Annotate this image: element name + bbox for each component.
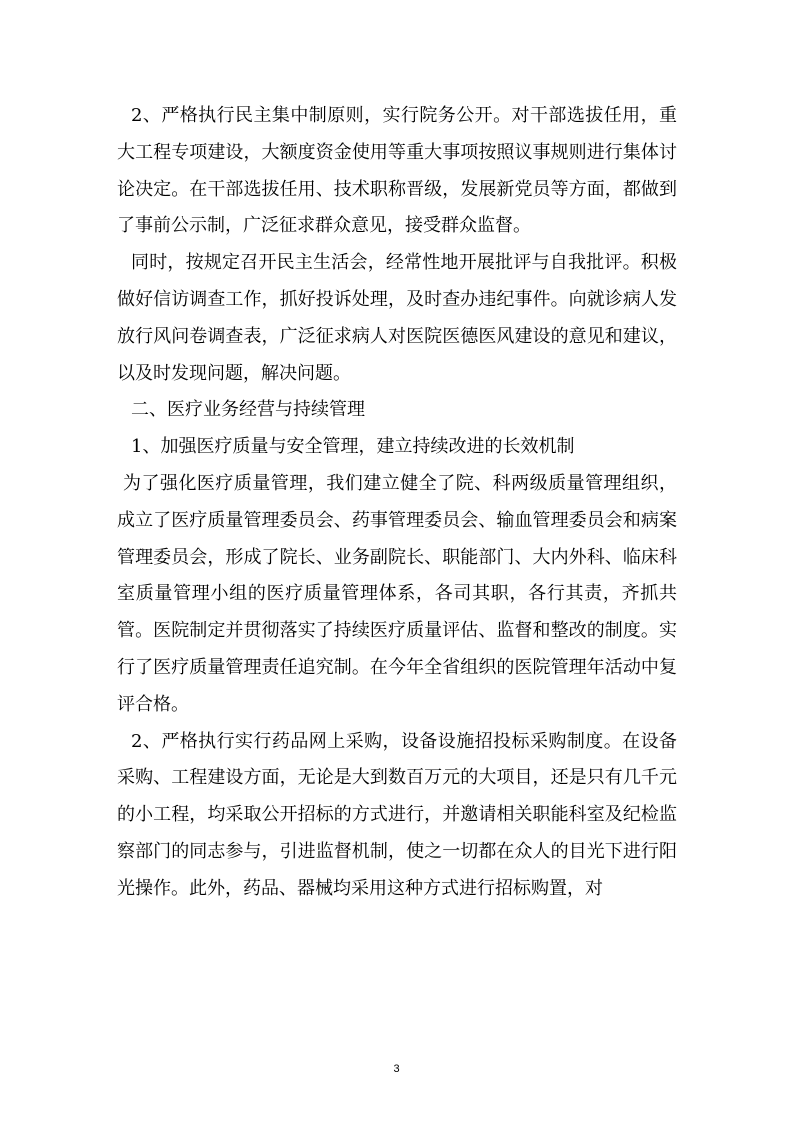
section-heading-medical-business: 二、医疗业务经营与持续管理 [131, 399, 365, 421]
subsection-heading-quality-safety: 1、加强医疗质量与安全管理，建立持续改进的长效机制 [131, 436, 575, 458]
paragraph-quality-management: 为了强化医疗质量管理，我们建立健全了院、科两级质量管理组织，成立了医疗质量管理委员会、药事管理委员会、输血管理委员会和病案管理委员会，形成了院长、业务副院长、职能部门、大内外科、临床科室质量管理小组的医疗质量管理体系，各司其职，各行其责，齐抓共管。医院制定并贯彻落实了持续医疗质量评估、监督和整改的制度。实行了医疗质量管理责任追究制。在今年全省组织的医院管理年活动中复评合格。 [117, 472, 677, 715]
paragraph-procurement: 2、严格执行实行药品网上采购，设备设施招投标采购制度。在设备采购、工程建设方面，无论是大到数百万元的大项目，还是只有几千元的小工程，均采取公开招标的方式进行，并邀请相关职能科室及纪检监察部门的同志参与，引进监督机制，使之一切都在众人的目光下进行阳光操作。此外，药品、器械均采用这种方式进行招标购置，对 [117, 730, 677, 899]
document-body [117, 98, 677, 908]
paragraph-democratic-centralism: 2、严格执行民主集中制原则，实行院务公开。对干部选拔任用，重大工程专项建设，大额度资金使用等重大事项按照议事规则进行集体讨论决定。在干部选拔任用、技术职称晋级，发展新党员等方面，都做到了事前公示制，广泛征求群众意见，接受群众监督。 [117, 105, 677, 237]
page-number: 3 [393, 1063, 400, 1075]
paragraph-democratic-life-meeting: 同时，按规定召开民主生活会，经常性地开展批评与自我批评。积极做好信访调查工作，抓好投诉处理，及时查办违纪事件。向就诊病人发放行风问卷调查表，广泛征求病人对医院医德医风建设的意见和建议，以及时发现问题，解决问题。 [117, 252, 677, 384]
